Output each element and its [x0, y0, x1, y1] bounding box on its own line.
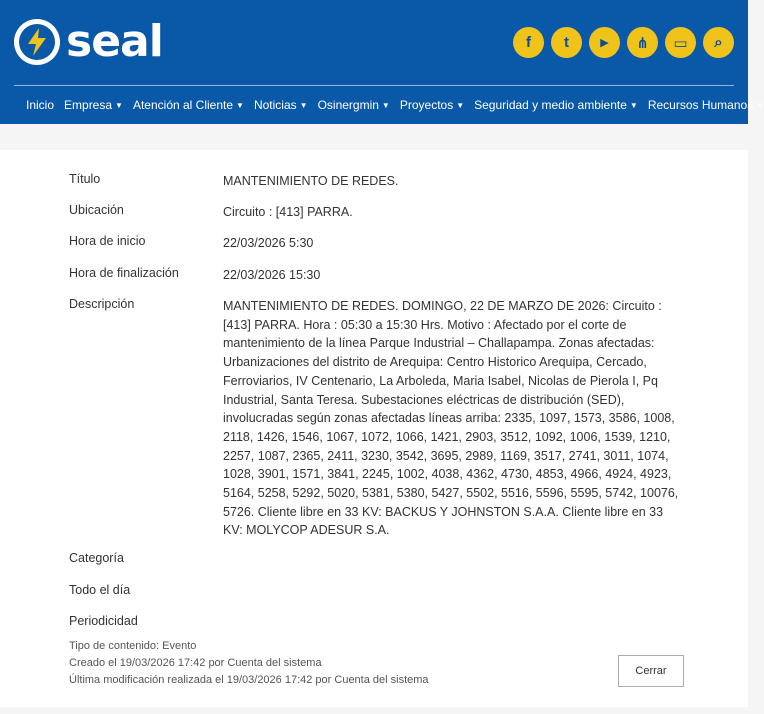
field-value: MANTENIMIENTO DE REDES. DOMINGO, 22 DE MARZO DE 2026: Circuito : [413] PARRA. Hora : 05:30 a 15:30 Hrs. Motivo : Afectado por el corte de mantenimiento de la línea Parque Industrial – Challapampa. Zonas afectadas: Urbanizaciones del distrito de Arequipa: Centro Historico Arequipa, Cercado, Ferroviarios, IV Centenario, La Arboleda, Maria Isabel, Nicolas de Pierola I, Pq Industrial, Santa Teresa. Subestaciones eléctricas de distribución (SED), involucradas según zonas afectadas líneas arriba: 2335, 1097, 1573, 3586, 1008, 2118, 1426, 1546, 1067, 1072, 1066, 1421, 2903, 3512, 1092, 1006, 1539, 1210, 2257, 1087, 2365, 2411, 3230, 3542, 3695, 2989, 1169, 3517, 2741, 3011, 1074, 1028, 3901, 1571, 3841, 2245, 1002, 4038, 4362, 4730, 4853, 4966, 4924, 4923, 5164, 5258, 5292, 5020, 5381, 5380, 5427, 5502, 5516, 5596, 5595, 5742, 10076, 5726. Cliente libre en 33 KV: BACKUS Y JOHNSTON S.A.A. Cliente libre en 33 KV: MOLYCOP ADESUR S.A.: [223, 299, 679, 538]
created-info: Creado el 19/03/2026 17:42 por Cuenta del sistema: [69, 657, 322, 669]
field-label: Hora de inicio: [69, 234, 146, 248]
nav-empresa[interactable]: Empresa ▼: [64, 98, 123, 112]
field-descripcion: [69, 297, 689, 540]
field-label: Todo el día: [69, 583, 131, 597]
chevron-down-icon: ▼: [115, 100, 123, 110]
field-label: Periodicidad: [69, 614, 138, 628]
field-label: Título: [69, 172, 101, 186]
field-value: [223, 583, 685, 597]
field-titulo: [69, 172, 689, 191]
nav-seguridad[interactable]: Seguridad y medio ambiente ▼: [474, 98, 638, 112]
nav-recursos-humanos[interactable]: Recursos Humanos ▼: [647, 98, 764, 112]
nav-atencion-cliente[interactable]: Atención al Cliente ▼: [132, 98, 244, 112]
field-value: Circuito : [413] PARRA.: [223, 205, 353, 219]
field-hora-fin: [69, 266, 689, 285]
social-links: [513, 27, 734, 58]
seal-logo[interactable]: [14, 16, 163, 67]
nav-osinergmin[interactable]: Osinergmin ▼: [317, 98, 390, 112]
field-label: Ubicación: [69, 203, 124, 217]
field-todo-el-dia: [69, 583, 689, 597]
field-label: Descripción: [69, 297, 135, 311]
field-value: [223, 614, 685, 628]
logo-emblem: [14, 19, 60, 65]
field-value: MANTENIMIENTO DE REDES.: [223, 174, 399, 188]
field-label: Hora de finalización: [69, 266, 179, 280]
field-ubicacion: [69, 203, 689, 222]
lightning-icon: [24, 27, 50, 57]
modified-info: Última modificación realizada el 19/03/2026 17:42 por Cuenta del sistema: [69, 674, 429, 686]
chevron-down-icon: ▼: [299, 100, 308, 110]
facebook-icon[interactable]: f: [513, 27, 544, 58]
field-hora-inicio: [69, 234, 689, 253]
field-label: Categoría: [69, 551, 124, 565]
chevron-down-icon: ▼: [236, 100, 244, 110]
search-icon[interactable]: ⌕: [703, 27, 734, 58]
chevron-down-icon: ▼: [629, 100, 638, 110]
field-categoria: [69, 551, 689, 565]
site-header: [0, 0, 764, 124]
header-divider: [14, 85, 734, 86]
chevron-down-icon: ▼: [756, 100, 764, 110]
chevron-down-icon: ▼: [456, 100, 465, 110]
laptop-icon[interactable]: ▭: [665, 27, 696, 58]
field-periodicidad: [69, 614, 689, 628]
twitter-icon[interactable]: t: [551, 27, 582, 58]
nav-proyectos[interactable]: Proyectos ▼: [399, 98, 465, 112]
field-value: 22/03/2026 5:30: [223, 236, 314, 250]
main-nav: [26, 96, 764, 114]
nav-inicio[interactable]: Inicio: [26, 98, 55, 112]
logo-text: seal: [66, 16, 163, 67]
chevron-down-icon: ▼: [381, 100, 390, 110]
sitemap-icon[interactable]: ⋔: [627, 27, 658, 58]
youtube-icon[interactable]: ▶: [589, 27, 620, 58]
field-value: [223, 551, 685, 565]
content-type-info: Tipo de contenido: Evento: [69, 640, 197, 652]
nav-noticias[interactable]: Noticias ▼: [253, 98, 308, 112]
close-button[interactable]: Cerrar: [618, 655, 684, 687]
field-value: 22/03/2026 15:30: [223, 268, 321, 282]
